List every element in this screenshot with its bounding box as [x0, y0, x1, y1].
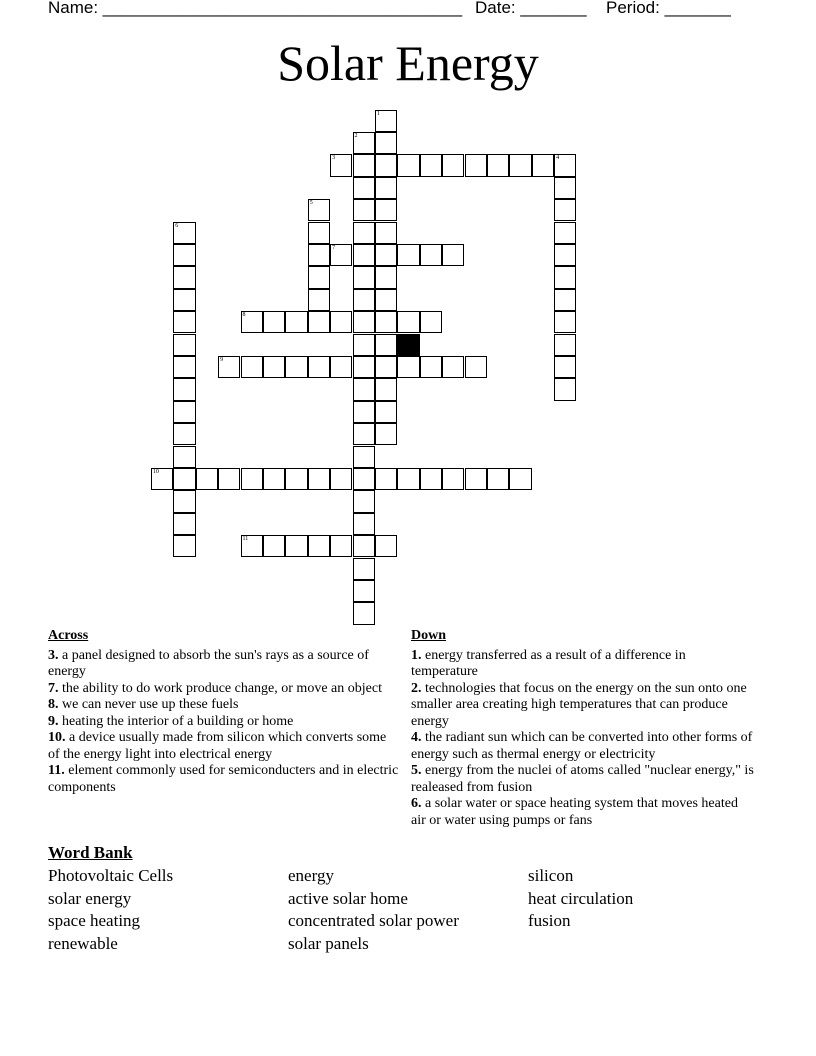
crossword-cell [330, 356, 352, 378]
name-field-label: Name: ______________________________________ [48, 0, 463, 17]
crossword-cell [173, 222, 195, 244]
clue-number: 1 [376, 110, 380, 117]
crossword-cell [554, 378, 576, 400]
crossword-cell [375, 423, 397, 445]
crossword-cell [465, 356, 487, 378]
crossword-cell [420, 154, 442, 176]
across-clue-list [48, 648, 400, 797]
crossword-cell [173, 535, 195, 557]
crossword-cell [173, 334, 195, 356]
crossword-cell [173, 513, 195, 535]
word-bank-column [48, 865, 173, 955]
clue-number: 11. [48, 763, 65, 778]
clue-number: 9. [48, 713, 59, 729]
word-bank-column [288, 865, 459, 955]
crossword-cell [308, 311, 330, 333]
down-clues [411, 628, 756, 829]
crossword-cell [353, 132, 375, 154]
crossword-cell [308, 356, 330, 378]
crossword-cell [308, 199, 330, 221]
clue-text: energy from the nuclei of atoms called "nuclear energy," is realeased from fusion [411, 763, 754, 795]
crossword-cell [353, 177, 375, 199]
crossword-cell [375, 378, 397, 400]
down-clue [411, 681, 756, 731]
clue-text: a device usually made from silicon which converts some of the energy light into electrical energy [48, 730, 387, 762]
down-clue [411, 763, 756, 796]
date-field-label: Date: _______ [475, 0, 587, 17]
crossword-cell [554, 334, 576, 356]
across-clue [48, 730, 400, 763]
clue-text: energy transferred as a result of a difference in temperature [411, 647, 686, 679]
crossword-cell [353, 468, 375, 490]
crossword-cell [173, 289, 195, 311]
crossword-cell [285, 468, 307, 490]
crossword-cell [173, 423, 195, 445]
clue-text: technologies that focus on the energy on the sun onto one smaller area creating high temperatures that can produce energy [411, 680, 747, 729]
word-bank-word: concentrated solar power [288, 911, 459, 931]
crossword-cell [375, 289, 397, 311]
crossword-cell [420, 311, 442, 333]
crossword-cell [375, 222, 397, 244]
crossword-black-cell [397, 334, 419, 356]
crossword-cell [375, 266, 397, 288]
crossword-cell [554, 222, 576, 244]
word-bank-word: solar panels [288, 933, 369, 953]
crossword-cell [554, 289, 576, 311]
clue-number: 5. [411, 763, 422, 778]
page-title: Solar Energy [277, 35, 539, 91]
crossword-cell [353, 154, 375, 176]
crossword-cell [218, 468, 240, 490]
down-clue-list [411, 648, 756, 830]
crossword-cell [308, 289, 330, 311]
crossword-cell [353, 423, 375, 445]
down-clue [411, 730, 756, 763]
crossword-cell [241, 468, 263, 490]
crossword-cell [554, 356, 576, 378]
crossword-cell [263, 468, 285, 490]
clue-number: 3. [48, 647, 59, 663]
crossword-cell [554, 177, 576, 199]
crossword-cell [173, 378, 195, 400]
crossword-cell [442, 356, 464, 378]
down-heading: Down [411, 628, 447, 643]
crossword-cell [353, 401, 375, 423]
crossword-cell [375, 177, 397, 199]
crossword-cell [173, 266, 195, 288]
crossword-cell [330, 535, 352, 557]
crossword-cell [308, 266, 330, 288]
crossword-cell [263, 356, 285, 378]
crossword-cell [442, 244, 464, 266]
crossword-cell [353, 602, 375, 624]
across-clue [48, 697, 400, 714]
clue-text: we can never use up these fuels [58, 697, 239, 712]
crossword-cell [353, 244, 375, 266]
crossword-cell [375, 154, 397, 176]
crossword-cell [465, 468, 487, 490]
crossword-cell [353, 199, 375, 221]
clue-number: 6 [175, 222, 179, 229]
clue-number: 2 [354, 132, 358, 139]
crossword-cell [353, 266, 375, 288]
crossword-cell [151, 468, 173, 490]
crossword-cell [375, 199, 397, 221]
crossword-cell [420, 244, 442, 266]
clue-text: the ability to do work produce change, or move an object [58, 680, 382, 696]
across-clue [48, 648, 400, 681]
word-bank-word: active solar home [288, 888, 408, 908]
crossword-cell [375, 334, 397, 356]
crossword-cell [554, 244, 576, 266]
crossword-cell [487, 154, 509, 176]
crossword-cell [554, 266, 576, 288]
clue-number: 10 [152, 468, 159, 475]
crossword-cell [442, 468, 464, 490]
crossword-cell [397, 244, 419, 266]
crossword-cell [375, 110, 397, 132]
clue-number: 4. [411, 730, 422, 745]
crossword-cell [554, 154, 576, 176]
crossword-cell [330, 311, 352, 333]
crossword-cell [285, 356, 307, 378]
crossword-cell [330, 154, 352, 176]
crossword-cell [375, 132, 397, 154]
crossword-cell [241, 311, 263, 333]
crossword-cell [173, 446, 195, 468]
across-clue [48, 714, 400, 731]
crossword-cell [353, 356, 375, 378]
across-clue [48, 681, 400, 698]
word-bank-word: renewable [48, 933, 118, 953]
crossword-cell [509, 468, 531, 490]
crossword-cell [218, 356, 240, 378]
crossword-cell [173, 401, 195, 423]
crossword-cell [308, 535, 330, 557]
clue-number: 5 [309, 200, 313, 207]
crossword-cell [509, 154, 531, 176]
crossword-cell [330, 468, 352, 490]
word-bank-word: space heating [48, 911, 141, 931]
crossword-cell [285, 311, 307, 333]
clue-text: the radiant sun which can be converted into other forms of energy such as thermal energy or electricity [411, 730, 753, 762]
crossword-cell [241, 535, 263, 557]
crossword-cell [263, 535, 285, 557]
word-bank-column [528, 865, 633, 933]
crossword-cell [308, 244, 330, 266]
clue-number: 7 [332, 244, 336, 251]
down-clue [411, 648, 756, 681]
crossword-cell [375, 311, 397, 333]
crossword-cell [442, 154, 464, 176]
word-bank-word: fusion [528, 911, 571, 931]
crossword-cell [375, 535, 397, 557]
clue-number: 11 [242, 536, 249, 543]
crossword-cell [375, 356, 397, 378]
crossword-cell [554, 199, 576, 221]
clue-number: 4 [556, 155, 560, 162]
crossword-cell [420, 468, 442, 490]
across-clues [48, 628, 400, 796]
crossword-cell [353, 446, 375, 468]
clue-text: a panel designed to absorb the sun's rays as a source of energy [48, 647, 369, 679]
clue-number: 8. [48, 697, 59, 712]
crossword-cell [554, 311, 576, 333]
crossword-cell [353, 222, 375, 244]
crossword-cell [285, 535, 307, 557]
down-clue [411, 796, 756, 829]
crossword-cell [532, 154, 554, 176]
crossword-cell [353, 311, 375, 333]
word-bank-heading: Word Bank [48, 843, 133, 862]
clue-text: a solar water or space heating system that moves heated air or water using pumps or fans [411, 796, 738, 828]
crossword-cell [487, 468, 509, 490]
crossword-cell [420, 356, 442, 378]
clue-number: 10. [48, 730, 66, 745]
clue-number: 6. [411, 796, 422, 811]
crossword-cell [173, 311, 195, 333]
clue-number: 2. [411, 680, 422, 696]
crossword-cell [263, 311, 285, 333]
crossword-cell [397, 311, 419, 333]
crossword-cell [173, 356, 195, 378]
clue-number: 7. [48, 680, 59, 696]
word-bank-word: silicon [528, 866, 574, 885]
clue-number: 1. [411, 647, 422, 663]
crossword-cell [353, 334, 375, 356]
crossword-cell [353, 535, 375, 557]
crossword-cell [353, 378, 375, 400]
period-field-label: Period: _______ [606, 0, 731, 17]
crossword-cell [353, 558, 375, 580]
word-bank-word: heat circulation [528, 888, 634, 908]
crossword-cell [353, 490, 375, 512]
crossword-cell [173, 468, 195, 490]
word-bank-word: energy [288, 866, 334, 885]
crossword-cell [196, 468, 218, 490]
clue-text: heating the interior of a building or home [58, 713, 294, 729]
crossword-cell [375, 244, 397, 266]
crossword-cell [353, 580, 375, 602]
across-heading: Across [48, 628, 89, 643]
crossword-cell [397, 356, 419, 378]
clue-number: 8 [242, 312, 246, 319]
word-bank-word: Photovoltaic Cells [48, 866, 174, 885]
word-bank-word: solar energy [48, 888, 132, 908]
clue-text: element commonly used for semiconducters and in electric components [48, 763, 399, 795]
crossword-cell [375, 401, 397, 423]
crossword-cell [353, 289, 375, 311]
crossword-cell [173, 490, 195, 512]
crossword-cell [173, 244, 195, 266]
clue-number: 3 [332, 155, 336, 162]
crossword-cell [241, 356, 263, 378]
crossword-cell [397, 468, 419, 490]
crossword-cell [308, 468, 330, 490]
crossword-cell [330, 244, 352, 266]
word-bank [48, 843, 768, 953]
crossword-cell [397, 154, 419, 176]
crossword-cell [465, 154, 487, 176]
across-clue [48, 763, 400, 796]
crossword-cell [375, 468, 397, 490]
clue-number: 9 [220, 356, 224, 363]
crossword-cell [308, 222, 330, 244]
crossword-cell [353, 513, 375, 535]
